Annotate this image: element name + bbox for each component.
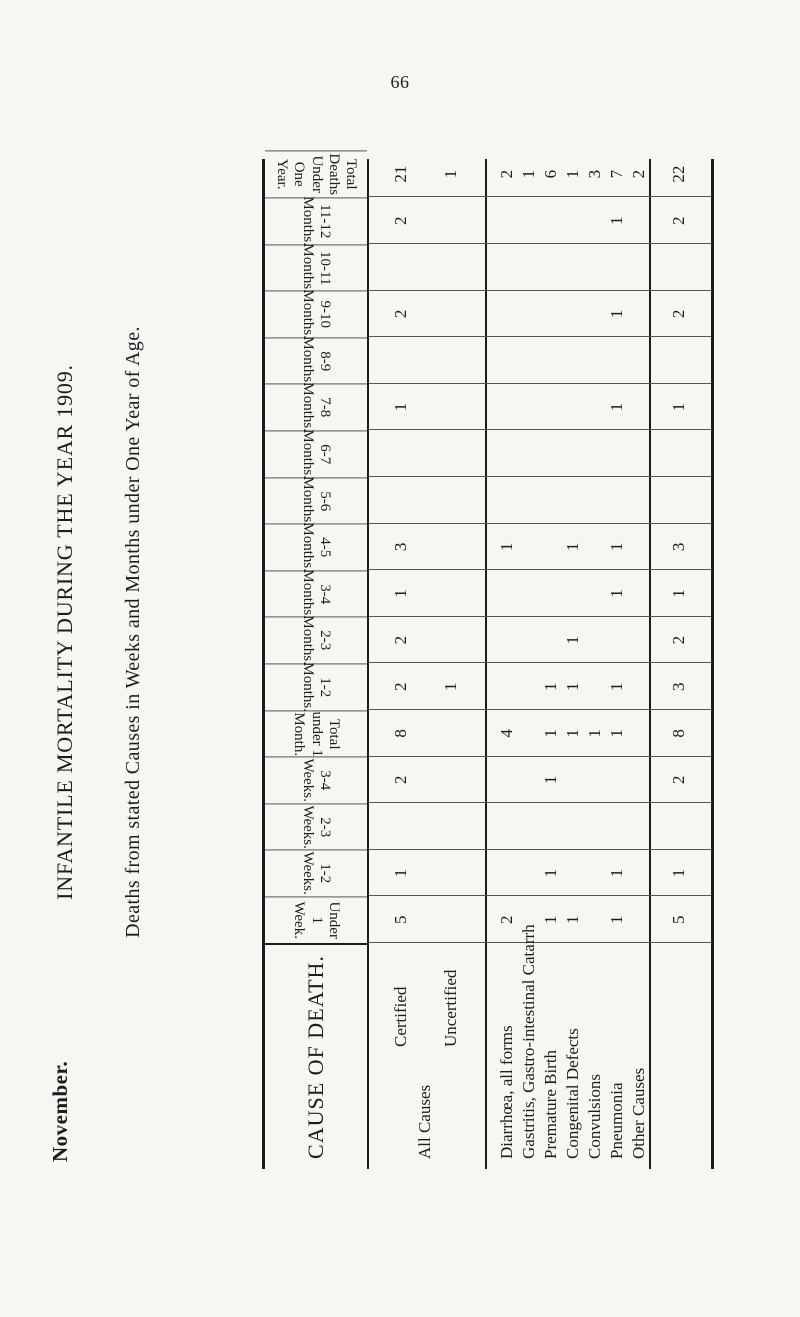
table-cell: 1 (607, 868, 626, 878)
table-cell: 2 (629, 169, 648, 179)
column-header: 10-11 Months. (265, 244, 367, 291)
table-cell: 1 (391, 868, 410, 878)
table-cell: 2 (669, 216, 688, 225)
column-header: 3-4 Weeks. (265, 757, 367, 804)
column-header: 2-3 Weeks. (265, 803, 367, 850)
column-divider (369, 569, 711, 570)
row-label: Convulsions (585, 1073, 604, 1159)
table-cell: 8 (669, 729, 688, 738)
page-subtitle: Deaths from stated Causes in Weeks and Months under One Year of Age. (122, 326, 144, 938)
table-cell: 8 (391, 729, 410, 738)
column-divider (369, 383, 711, 384)
row-label: All Causes (415, 1084, 434, 1159)
table-cell: 1 (563, 169, 582, 179)
column-header: 5-6 Months. (265, 477, 367, 524)
row-label: Congenital Defects (563, 1028, 582, 1159)
mortality-table (262, 153, 714, 1169)
column-header: 7-8 Months. (265, 384, 367, 431)
table-cell: 22 (669, 165, 688, 183)
table-cell: 1 (391, 589, 410, 598)
table-cell: 1 (391, 402, 410, 412)
table-cell: 1 (563, 542, 582, 552)
column-divider (369, 336, 711, 337)
table-cell: 1 (607, 542, 626, 552)
table-cell: 2 (391, 635, 410, 645)
table-cell: 3 (585, 169, 604, 179)
table-cell: 21 (391, 165, 410, 183)
all-causes-group (369, 159, 487, 1169)
column-header: 9-10 Months. (265, 291, 367, 338)
row-label: Uncertified (441, 969, 460, 1047)
column-divider (369, 802, 711, 803)
table-cell: 1 (607, 402, 626, 412)
table-cell: 1 (607, 309, 626, 319)
table-cell: 1 (519, 169, 538, 179)
column-divider (369, 290, 711, 291)
table-header-row (265, 153, 369, 1169)
page-number: 66 (390, 72, 410, 92)
table-cell: 2 (497, 915, 516, 924)
table-cell: 5 (669, 915, 688, 924)
column-divider (369, 429, 711, 430)
table-cell: 1 (607, 729, 626, 738)
table-cell: 2 (669, 309, 688, 319)
column-divider (369, 709, 711, 710)
title-block (0, 112, 245, 1162)
column-header: 3-4 Months. (265, 570, 367, 617)
table-cell: 1 (563, 635, 582, 645)
table-cell: 1 (441, 169, 460, 179)
table-cell: 1 (541, 915, 560, 924)
row-label: Premature Birth (541, 1049, 560, 1159)
table-cell: 2 (669, 775, 688, 785)
table-cell: 3 (669, 542, 688, 552)
row-label: Other Causes (629, 1067, 648, 1159)
column-divider (369, 895, 711, 896)
row-label: Diarrhœa, all forms (497, 1025, 516, 1159)
table-cell: 1 (669, 402, 688, 412)
column-header: Total under 1 Month. (265, 710, 367, 757)
table-cell: 2 (391, 216, 410, 225)
row-label: Certified (391, 986, 410, 1047)
table-cell: 1 (563, 915, 582, 924)
column-divider (369, 756, 711, 757)
column-header: 2-3 Months. (265, 617, 367, 664)
column-header: 8-9 Months. (265, 337, 367, 384)
month-label: November. (48, 1060, 72, 1162)
table-cell: 4 (497, 729, 516, 738)
column-header: Total Deaths Under One Year. (265, 151, 367, 198)
page-title: INFANTILE MORTALITY DURING THE YEAR 1909. (52, 364, 77, 900)
table-cell: 1 (563, 729, 582, 738)
cause-of-death-header: CAUSE OF DEATH. (265, 943, 367, 1169)
column-divider (369, 616, 711, 617)
column-header: 1-2 Months. (265, 663, 367, 710)
table-cell: 1 (669, 868, 688, 878)
table-cell: 3 (669, 682, 688, 691)
column-header: 4-5 Months. (265, 524, 367, 571)
table-cell: 1 (607, 589, 626, 598)
table-cell: 1 (541, 868, 560, 878)
column-divider (369, 849, 711, 850)
column-divider (369, 662, 711, 663)
table-cell: 5 (391, 915, 410, 924)
column-divider (369, 476, 711, 477)
table-cell: 2 (391, 775, 410, 785)
column-header: Under 1 Week. (265, 896, 367, 943)
row-label: Gastritis, Gastro-intestinal Catarrh (519, 924, 538, 1159)
column-divider (369, 523, 711, 524)
table-cell: 1 (607, 216, 626, 225)
table-cell: 2 (497, 169, 516, 179)
table-cell: 7 (607, 169, 626, 179)
table-cell: 1 (497, 542, 516, 552)
column-divider (369, 942, 711, 943)
table-cell: 1 (541, 775, 560, 785)
table-cell: 2 (391, 682, 410, 691)
column-header: 11-12 Months. (265, 197, 367, 244)
table-cell: 1 (541, 682, 560, 691)
table-cell: 2 (391, 309, 410, 319)
column-header: 6-7 Months. (265, 430, 367, 477)
table-cell: 1 (607, 915, 626, 924)
column-divider (369, 196, 711, 197)
column-divider (369, 243, 711, 244)
table-cell: 1 (669, 589, 688, 598)
table-cell: 1 (541, 729, 560, 738)
column-header: 1-2 Weeks. (265, 850, 367, 897)
table-cell: 2 (669, 635, 688, 645)
table-cell: 1 (563, 682, 582, 691)
table-cell: 1 (585, 729, 604, 738)
table-cell: 3 (391, 542, 410, 552)
row-label: Pneumonia (607, 1082, 626, 1159)
table-cell: 1 (607, 682, 626, 691)
table-cell: 1 (441, 682, 460, 691)
table-cell: 6 (541, 169, 560, 179)
